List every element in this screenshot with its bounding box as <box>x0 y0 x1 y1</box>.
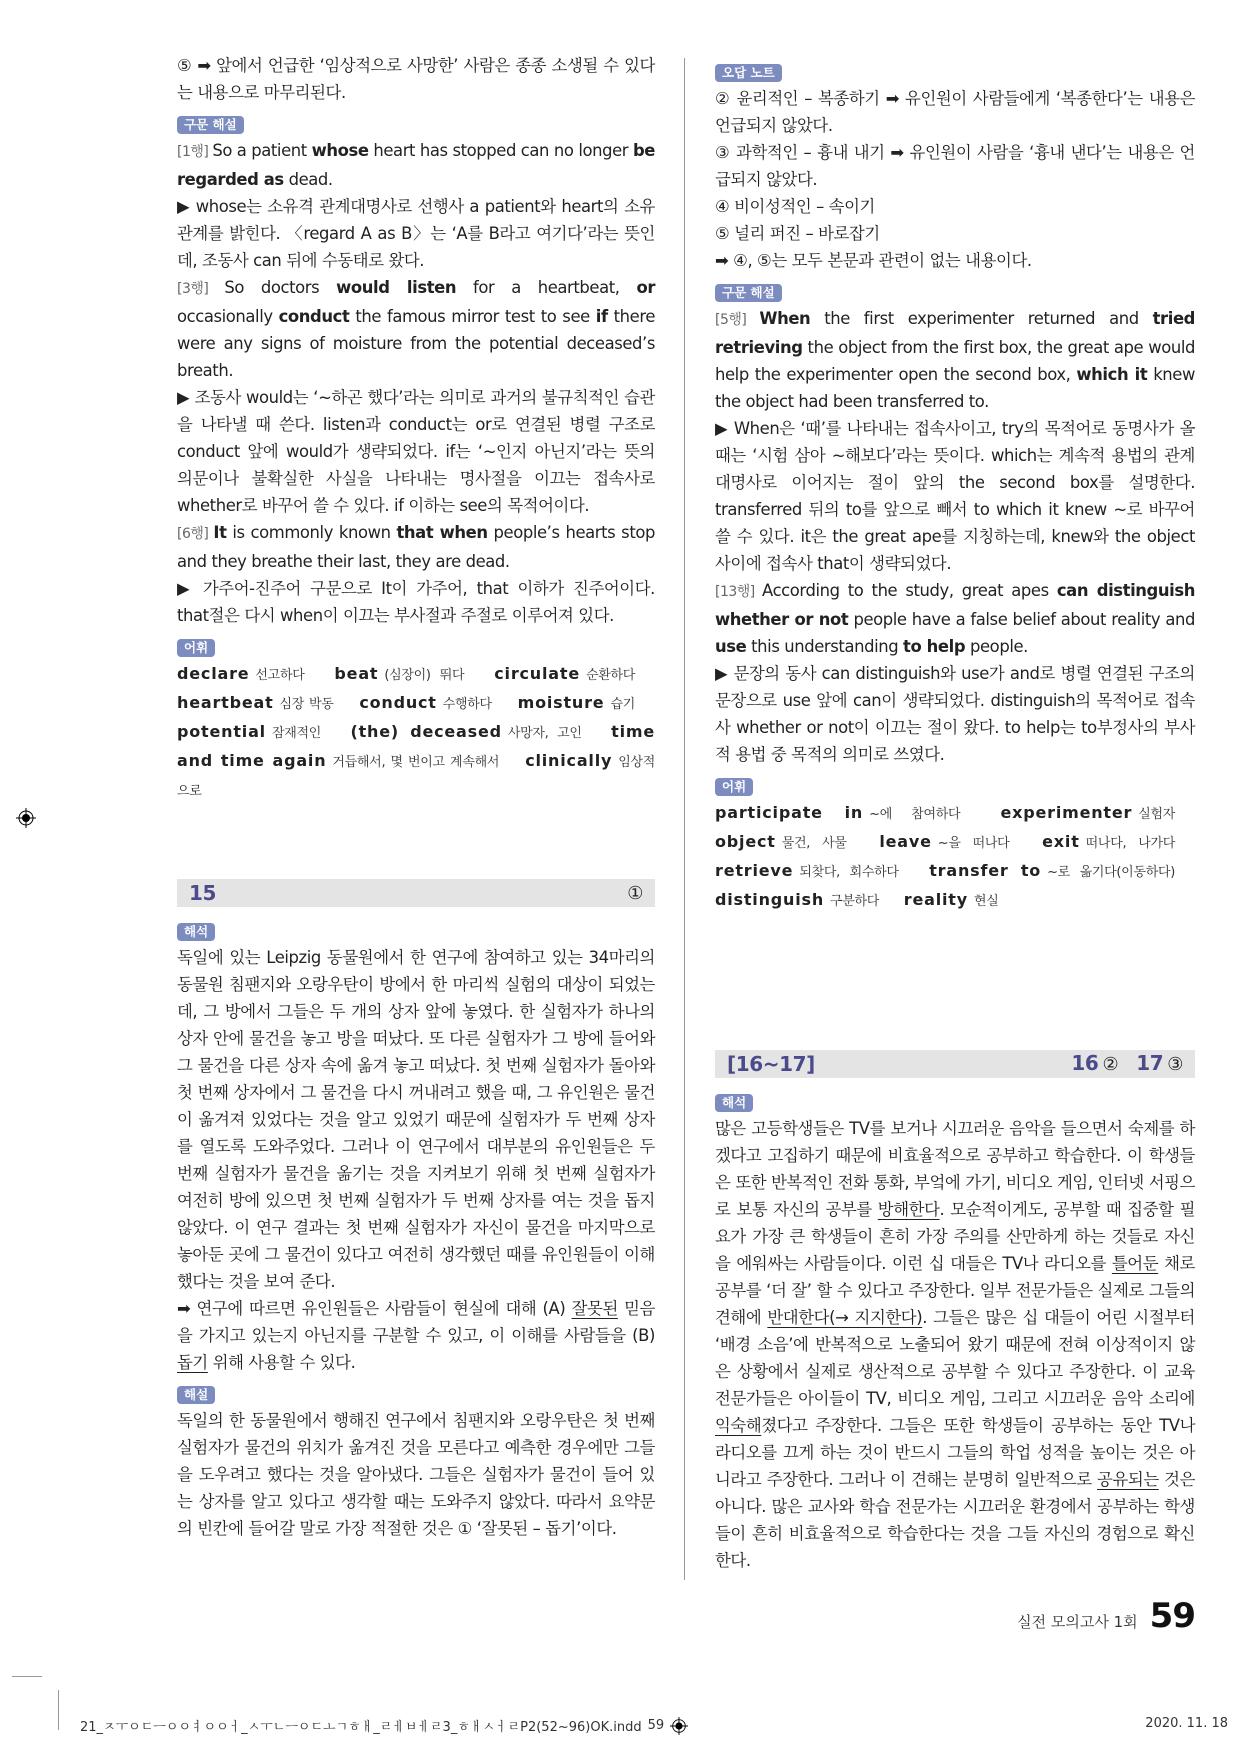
right-column-question-16-17 <box>715 1050 1195 1574</box>
bold-text: which it <box>1076 365 1148 384</box>
text-run: ▶ whose는 소유격 관계대명사로 선행사 a patient와 heart의 소유 관계를 밝힌다. 〈regard A as B〉는 ‘A를 B라고 여기다’라는 뜻인데, 조동사 can 뒤에 수동태로 왔다. <box>177 197 655 270</box>
paragraph <box>715 193 1195 220</box>
vocab-word: leave <box>879 832 932 851</box>
section-badge: 구문 해설 <box>715 284 782 302</box>
answer-question-number: 16 <box>1071 1051 1099 1075</box>
answer-choice: ③ <box>1167 1054 1183 1075</box>
text-run: 졌다고 주장한다. 그들은 또한 학생들이 공부하는 동안 TV나 라디오를 끄게 하는 것이 반드시 그들의 학업 성적을 높이는 것은 아니라고 주장한다. 그러나 이 견해는 분명히 일반적으로 <box>715 1416 1195 1489</box>
paragraph <box>177 137 655 193</box>
answer-choice: ① <box>627 882 643 904</box>
vocab-word: circulate <box>494 664 580 683</box>
vocab-meaning: 실험자 <box>1138 807 1175 822</box>
line-reference: [13행] <box>715 584 763 600</box>
text-run: 독일에 있는 Leipzig 동물원에서 한 연구에 참여하고 있는 34마리의 동물원 침팬지와 오랑우탄이 방에서 한 마리씩 실험의 대상이 되었는데, 그 방에서 그들은 두 개의 상자 앞에 놓였다. 한 실험자가 하나의 상자 안에 물건을 놓고 방을 떠났다. 또 다른 실험자가 그 방에 들어와 그 물건을 다른 상자 속에 옮겨 놓고 떠났다. 첫 번째 실험자가 돌아와 첫 번째 상자에서 그 물건을 다시 꺼내려고 했을 때, 그 유인원은 물건이 옮겨져 있었다는 것을 알고 있었기 때문에 실험자가 두 번째 상자를 열도록 도와주었다. 그러나 이 연구에서 대부분의 유인원들은 두 번째 실험자가 물건을 옮기는 것을 지켜보기 위해 첫 번째 실험자가 여전히 방에 있으면 첫 번째 실험자가 두 번째 상자를 여는 것을 돕지 않았다. 이 연구 결과는 첫 번째 실험자가 자신이 물건을 마지막으로 놓아둔 곳에 그 물건이 있다고 여전히 생각했던 때를 유인원들이 이해했다는 것을 보여 준다. <box>177 948 655 1291</box>
vocab-meaning: 잠재적인 <box>271 726 321 741</box>
bold-text: to help <box>903 637 966 656</box>
vocab-meaning: 습기 <box>610 697 635 712</box>
paragraph <box>177 519 655 575</box>
left-column-question-15 <box>177 879 655 1542</box>
crop-mark <box>58 1690 59 1730</box>
bold-text: whose <box>311 141 369 160</box>
paragraph <box>715 139 1195 193</box>
section-badge: 해석 <box>715 1094 753 1112</box>
section-badge-row <box>715 768 1195 799</box>
paragraph <box>177 52 655 106</box>
paragraph <box>177 1295 655 1376</box>
vocab-word: (the) deceased <box>350 722 502 741</box>
text-run: ▶ 가주어-진주어 구문으로 It이 가주어, that 이하가 진주어이다. that절은 다시 when이 이끄는 부사절과 주절로 이루어져 있다. <box>177 579 655 625</box>
bold-text: if <box>595 307 608 326</box>
section-badge: 어휘 <box>177 639 215 657</box>
vocab-meaning: ~에 참여하다 <box>869 807 961 822</box>
section-badge: 해설 <box>177 1386 215 1404</box>
vocab-meaning: 현실 <box>973 894 999 909</box>
section-badge-row <box>715 1084 1195 1115</box>
vocab-meaning: 되찾다, 회수하다 <box>799 865 899 880</box>
text-run: ➡ 연구에 따르면 유인원들은 사람들이 현실에 대해 (A) <box>177 1299 572 1318</box>
vocab-word: declare <box>177 664 250 683</box>
slug-date: 2020. 11. 18 <box>1145 1716 1228 1731</box>
paragraph <box>715 1115 1195 1574</box>
section-badge-row <box>177 106 655 137</box>
question-number: 15 <box>189 880 217 905</box>
paragraph <box>715 660 1195 768</box>
vocab-meaning: 거듭해서, 몇 번이고 계속해서 <box>332 755 500 770</box>
left-column-top <box>177 52 655 805</box>
bold-text: can distinguish whether or not <box>715 581 1196 629</box>
line-reference: [6행] <box>177 526 214 542</box>
paragraph <box>177 384 655 519</box>
vocab-word: exit <box>1042 832 1080 851</box>
bold-text: use <box>715 637 747 656</box>
slug-filename: 21_ㅈㅜㅇㄷㅡㅇㅇㅕㅇㅇㅓ_ㅅㅜㄴㅡㅇㄷㅗㄱㅎㅐ_ㄹㅔㅂㅔㄹ3_ㅎㅐㅅㅓㄹP2(52~96)OK.indd <box>80 1720 642 1735</box>
vocabulary-list <box>177 660 655 805</box>
text-run: ➡ ④, ⑤는 모두 본문과 관련이 없는 내용이다. <box>715 251 1032 270</box>
registration-mark-icon <box>16 808 36 828</box>
print-slug <box>80 1716 688 1735</box>
text-run: ▶ 문장의 동사 can distinguish와 use가 and로 병렬 연결된 구조의 문장으로 use 앞에 can이 생략되었다. distinguish의 목적어로 접속사 whether or not이 이끄는 절이 왔다. to help는 to부정사의 부사적 용법 중 목적의 의미로 쓰였다. <box>715 664 1195 764</box>
line-reference: [3행] <box>177 281 225 297</box>
section-badge-row <box>177 629 655 660</box>
vocab-word: object <box>715 832 776 851</box>
vocab-meaning: 임상적으로 <box>177 755 655 799</box>
text-run: ▶ When은 ‘때’를 나타내는 접속사이고, try의 목적어로 동명사가 올 때는 ‘시험 삼아 ~해보다’라는 뜻이다. which는 계속적 용법의 관계대명사로 이어지는 절이 앞의 the second box를 설명한다. transferred 뒤의 to를 앞으로 빼서 to which it knew ~로 바꾸어 쓸 수 있다. it은 the great ape를 지칭하는데, knew와 the object 사이에 접속사 that이 생략되었다. <box>715 419 1195 573</box>
section-badge-row <box>715 274 1195 305</box>
vocab-meaning: 물건, 사물 <box>781 836 847 851</box>
vocab-meaning: ~로 옮기다(이동하다) <box>1047 865 1175 880</box>
underlined-text: 방해한다 <box>877 1200 940 1219</box>
text-run: this understanding <box>746 637 904 656</box>
text-run: 독일의 한 동물원에서 행해진 연구에서 침팬지와 오랑우탄은 첫 번째 실험자가 물건의 위치가 옮겨진 것을 모른다고 예측한 경우에만 그들을 도우려고 했다는 것을 알아냈다. 그들은 실험자가 물건이 들어 있는 상자를 알고 있다고 생각할 때는 도와주지 않았다. 따라서 요약문의 빈칸에 들어갈 말로 가장 적절한 것은 ① ‘잘못된 – 돕기’이다. <box>177 1411 655 1538</box>
text-run: 믿음을 가지고 있는지 아닌지를 구분할 수 있고, 이 이해를 사람들을 (B) <box>177 1299 655 1345</box>
text-run: 채로 공부를 ‘더 잘’ 할 수 있다고 주장한다. 일부 전문가들은 실제로 그들의 견해에 <box>715 1254 1195 1327</box>
vocab-meaning: 사망자, 고인 <box>507 726 582 741</box>
vocab-word: experimenter <box>1000 803 1133 822</box>
underlined-text: 공유되는 <box>1097 1470 1159 1489</box>
answer-key <box>623 880 643 907</box>
text-run: ② 윤리적인 – 복종하기 ➡ 유인원이 사람들에게 ‘복종한다’는 내용은 언급되지 않았다. <box>715 89 1195 135</box>
answer-choice: ② <box>1102 1054 1119 1075</box>
vocab-word: potential <box>177 722 266 741</box>
text-run: . 그들은 많은 십 대들이 어린 시절부터 ‘배경 소음’에 반복적으로 노출되어 왔기 때문에 전혀 이상적이지 않은 상황에서 실제로 생산적으로 공부할 수 있다고 주장한다. 이 교육 전문가들은 아이들이 TV, 비디오 게임, 그리고 시끄러운 음악 소리에 <box>715 1308 1195 1408</box>
vocab-word: moisture <box>517 693 605 712</box>
answer-question-number: 17 <box>1136 1051 1164 1075</box>
paragraph <box>715 220 1195 247</box>
text-run: dead. <box>283 170 333 189</box>
vocab-word: beat <box>334 664 379 683</box>
section-badge-row <box>177 913 655 944</box>
text-run: ⑤ 널리 퍼진 – 바로잡기 <box>715 224 880 243</box>
line-reference: [1행] <box>177 144 213 160</box>
vocab-word: retrieve <box>715 861 794 880</box>
section-badge: 구문 해설 <box>177 116 244 134</box>
bold-text: would listen <box>336 278 457 297</box>
vocab-word: distinguish <box>715 890 825 909</box>
section-badge-row <box>177 1376 655 1407</box>
vocab-meaning: 수행하다 <box>442 697 492 712</box>
vocab-word: transfer to <box>929 861 1042 880</box>
text-run: So a patient <box>212 141 312 160</box>
bold-text: tried retrieving <box>715 309 1195 357</box>
vocab-word: reality <box>903 890 968 909</box>
page-number: 59 <box>1149 1596 1195 1636</box>
text-run: people have a false belief about reality and <box>848 610 1195 629</box>
text-run: people. <box>965 637 1028 656</box>
text-run: the object from the first box, the great ape would help the experimenter open the second box, <box>715 338 1195 384</box>
vocab-word: time and time again <box>177 722 655 770</box>
paragraph <box>715 247 1195 274</box>
text-run: ⑤ ➡ 앞에서 언급한 ‘임상적으로 사망한’ 사람은 종종 소생될 수 있다는 내용으로 마무리된다. <box>177 56 655 102</box>
text-run: 많은 고등학생들은 TV를 보거나 시끄러운 음악을 들으면서 숙제를 하겠다고 고집하기 때문에 비효율적으로 공부하고 학습한다. 이 학생들은 또한 반복적인 전화 통화, 부엌에 가기, 비디오 게임, 인터넷 서핑으로 보통 자신의 공부를 <box>715 1119 1195 1219</box>
text-run: occasionally <box>177 307 279 326</box>
text-run: there were any signs of moisture from the potential deceased’s breath. <box>177 307 655 380</box>
bold-text: It <box>213 523 227 542</box>
paragraph <box>715 577 1195 660</box>
line-reference: [5행] <box>715 312 760 328</box>
bold-text: or <box>636 278 655 297</box>
underlined-text: 잘못된 <box>571 1299 618 1318</box>
vocabulary-list <box>715 799 1195 915</box>
text-run: ④ 비이성적인 – 속이기 <box>715 197 875 216</box>
text-run: for a heartbeat, <box>456 278 637 297</box>
paragraph <box>715 85 1195 139</box>
paragraph <box>715 305 1195 415</box>
crop-mark <box>12 1676 42 1677</box>
registration-mark-icon <box>670 1717 688 1735</box>
bold-text: conduct <box>278 307 350 326</box>
text-run: the famous mirror test to see <box>349 307 596 326</box>
text-run: 것은 아니다. 많은 교사와 학습 전문가는 시끄러운 환경에서 공부하는 학생들이 흔히 비효율적으로 학습한다는 것을 그들 자신의 경험으로 확신한다. <box>715 1470 1195 1570</box>
text-run: knew the object had been transferred to. <box>715 365 1195 411</box>
bold-text: be regarded as <box>177 141 655 189</box>
vocab-meaning: (심장이) 뛰다 <box>384 668 465 683</box>
text-run: . 모순적이게도, 공부할 때 집중할 필요가 가장 큰 학생들이 흔히 가장 주의를 산만하게 하는 것들로 자신을 에워싸는 사람들이다. 이런 십 대들은 TV나 라디오를 <box>715 1200 1196 1273</box>
bold-text: that when <box>396 523 488 542</box>
vocab-word: heartbeat <box>177 693 274 712</box>
underlined-text: 반대한다(→ 지지한다) <box>767 1308 923 1327</box>
section-badge: 어휘 <box>715 778 753 796</box>
section-badge-row <box>715 54 1195 85</box>
underlined-text: 돕기 <box>177 1353 208 1372</box>
bold-text: When <box>759 309 811 328</box>
paragraph <box>177 1407 655 1542</box>
question-number: [16~17] <box>727 1051 815 1076</box>
paragraph <box>177 944 655 1295</box>
question-header <box>177 879 655 907</box>
text-run: heart has stopped can no longer <box>368 141 633 160</box>
vocab-meaning: 구분하다 <box>830 894 880 909</box>
text-run: the first experimenter returned and <box>810 309 1153 328</box>
vocab-word: participate in <box>715 803 864 822</box>
underlined-text: 틀어둔 <box>1111 1254 1159 1273</box>
text-run: ③ 과학적인 – 흉내 내기 ➡ 유인원이 사람을 ‘흉내 낸다’는 내용은 언급되지 않았다. <box>715 143 1195 189</box>
vocab-word: conduct <box>359 693 437 712</box>
page-footer <box>1017 1596 1195 1636</box>
slug-page: 59 <box>647 1718 665 1733</box>
text-run: people’s hearts stop and they breathe their last, they are dead. <box>177 523 655 571</box>
section-badge: 해석 <box>177 923 215 941</box>
text-run: is commonly known <box>226 523 397 542</box>
right-column-top <box>715 54 1195 915</box>
text-run: 위해 사용할 수 있다. <box>207 1353 356 1372</box>
text-run: So doctors <box>224 278 337 297</box>
vocab-word: clinically <box>525 751 613 770</box>
paragraph <box>177 193 655 274</box>
text-run: According to the study, great apes <box>762 581 1057 600</box>
paragraph <box>177 575 655 629</box>
section-badge: 오답 노트 <box>715 64 782 82</box>
paragraph <box>715 415 1195 577</box>
text-run: ▶ 조동사 would는 ‘~하곤 했다’라는 의미로 과거의 불규칙적인 습관을 나타낼 때 쓴다. listen과 conduct는 or로 연결된 병렬 구조로 conduct 앞에 would가 생략되었다. if는 ‘~인지 아닌지’라는 뜻의 의문이나 불확실한 사실을 나타내는 명사절을 이끄는 접속사로 whether로 바꾸어 쓸 수 있다. if 이하는 see의 목적어이다. <box>177 388 655 515</box>
vocab-meaning: ~을 떠나다 <box>937 836 1010 851</box>
underlined-text: 익숙해 <box>715 1416 762 1435</box>
vocab-meaning: 순환하다 <box>585 668 636 683</box>
answer-key <box>1053 1050 1183 1078</box>
question-header <box>715 1050 1195 1078</box>
footer-section-title: 실전 모의고사 1회 <box>1017 1613 1138 1631</box>
vocab-meaning: 선고하다 <box>255 668 305 683</box>
vocab-meaning: 떠나다, 나가다 <box>1085 836 1176 851</box>
column-divider <box>684 58 685 1580</box>
paragraph <box>177 274 655 384</box>
vocab-meaning: 심장 박동 <box>279 697 334 712</box>
